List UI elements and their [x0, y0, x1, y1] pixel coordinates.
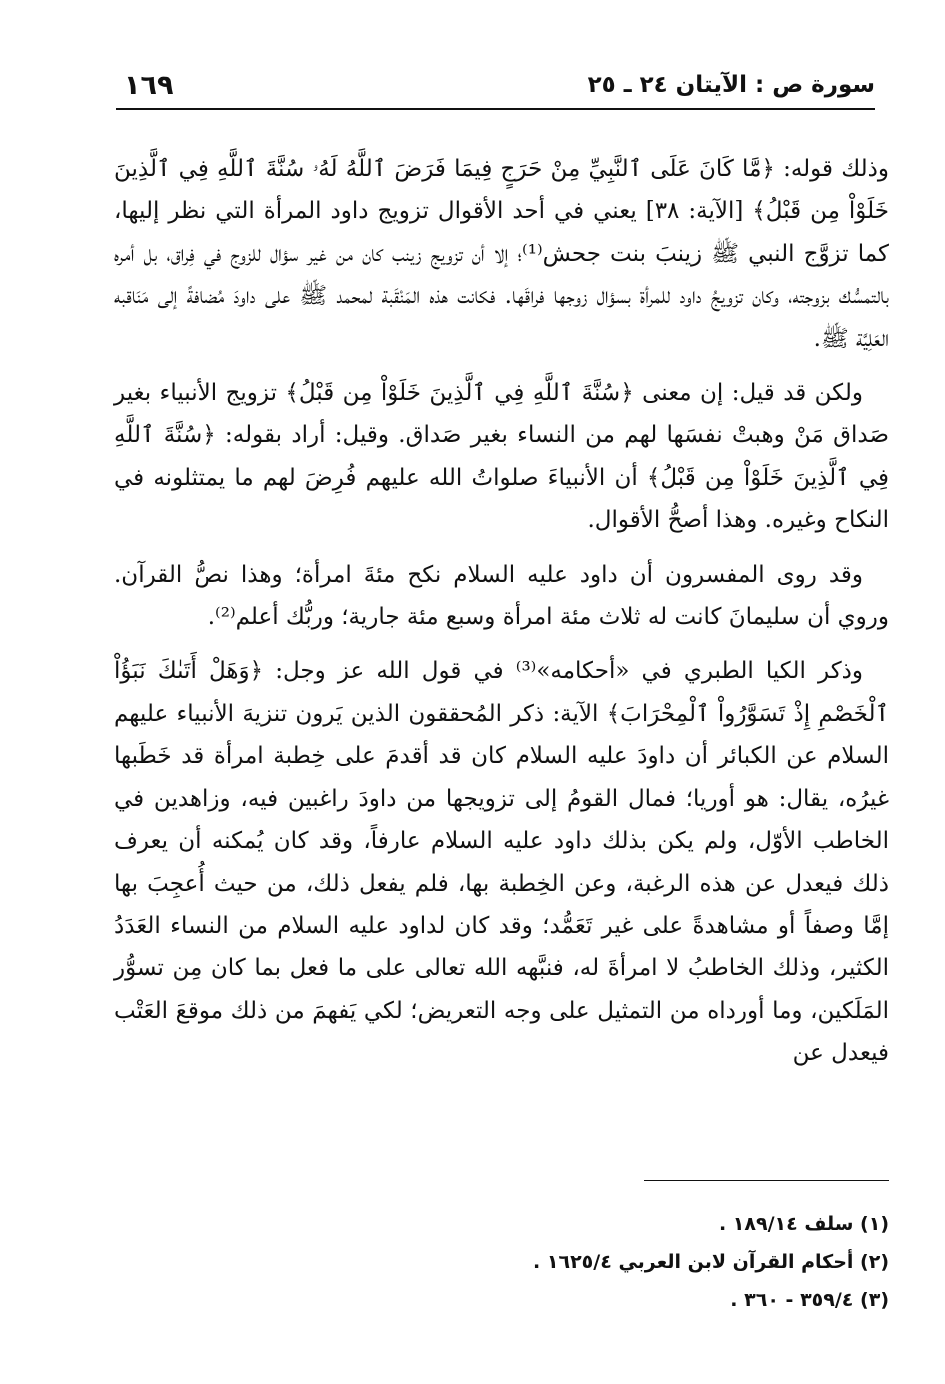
footnote: (٣) ٣٥٩/٤ - ٣٦٠ .: [730, 1289, 889, 1311]
paragraph: وذلك قوله: ﴿مَّا كَانَ عَلَى ٱلنَّبِيِّ مِنْ حَرَجٍ فِيمَا فَرَضَ ٱللَّهُ لَهُۥ سُنَّةَ ٱللَّهِ فِي ٱلَّذِينَ خَلَوْاْ مِن قَبْلُ﴾ [الآية: ٣٨] يعني في أحد الأقوال تزويج داود المرأة التي نظر إليها، كما تزوَّج النبي ﷺ زينبَ بنت جحش⁽¹⁾؛ إلا أن تزويج زينب كان من غير سؤال للزوج في فِراق، بل أمره بالتمسُّك بزوجته، وكان تزويجُ داود للمرأة بسؤال زوجها فراقَها. فكانت هذه المَنْقَبة لمحمد ﷺ على داودَ مُضافةً إلى مَنَاقبه العَلِيَّة ﷺ.: [114, 156, 889, 352]
paragraph: وقد روى المفسرون أن داود عليه السلام نكح مئةَ امرأة؛ وهذا نصُّ القرآن. وروي أن سليمانَ كانت له ثلاث مئة امرأة وسبع مئة جارية؛ وربُّك أعلم⁽²⁾.: [114, 561, 889, 631]
main-text: [114, 148, 889, 1087]
page-number: ١٦٩: [124, 70, 174, 101]
footnotes: [300, 1205, 889, 1319]
footnote-separator: [644, 1180, 889, 1181]
surah-title: سورة ص : الآيتان ٢٤ ـ ٢٥: [587, 72, 875, 98]
footnote: (٢) أحكام القرآن لابن العربي ١٦٢٥/٤ .: [533, 1251, 889, 1273]
footnote: (١) سلف ١٨٩/١٤ .: [718, 1213, 889, 1235]
paragraph: ولكن قد قيل: إن معنى ﴿سُنَّةَ ٱللَّهِ فِي ٱلَّذِينَ خَلَوْاْ مِن قَبْلُ﴾ تزويج الأنبياء بغير صَداق مَنْ وهبتْ نفسَها لهم من النساء بغير صَداق. وقيل: أراد بقوله: ﴿سُنَّةَ ٱللَّهِ فِي ٱلَّذِينَ خَلَوْاْ مِن قَبْلُ﴾ أن الأنبياءَ صلواتُ الله عليهم فُرِضَ لهم ما يمتثلونه في النكاح وغيره. وهذا أصحُّ الأقوال.: [114, 380, 889, 534]
paragraph: وذكر الكيا الطبري في «أحكامه»⁽³⁾ في قول الله عز وجل: ﴿وَهَلْ أَتَىٰكَ نَبَؤُاْ ٱلْخَصْمِ إِذْ تَسَوَّرُواْ ٱلْمِحْرَابَ﴾ الآية: ذكر المُحققون الذين يَرون تنزيهَ الأنبياء عليهم السلام عن الكبائر أن داودَ عليه السلام كان قد أقدمَ على خِطبة امرأة قد خَطَبها غيرُه، يقال: هو أوريا؛ فمال القومُ إلى تزويجها من داودَ راغبين فيه، وزاهدين في الخاطب الأوّل، ولم يكن بذلك داود عليه السلام عارفاً، وقد كان يُمكنه أن يعرف ذلك فيعدل عن هذه الرغبة، وعن الخِطبة بها، فلم يفعل ذلك، من حيث أُعجِبَ بها إمَّا وصفاً أو مشاهدةً على غير تَعَمُّد؛ وقد كان لداود عليه السلام من النساء العَدَدُ الكثير، وذلك الخاطبُ لا امرأةَ له، فنبَّهه الله تعالى على ما فعل بما كان مِن تسوُّر المَلَكين، وما أورداه من التمثيل على وجه التعريض؛ لكي يَفهمَ من ذلك موقعَ العَتْب فيعدل عن: [114, 658, 889, 1067]
running-header: [116, 72, 875, 110]
